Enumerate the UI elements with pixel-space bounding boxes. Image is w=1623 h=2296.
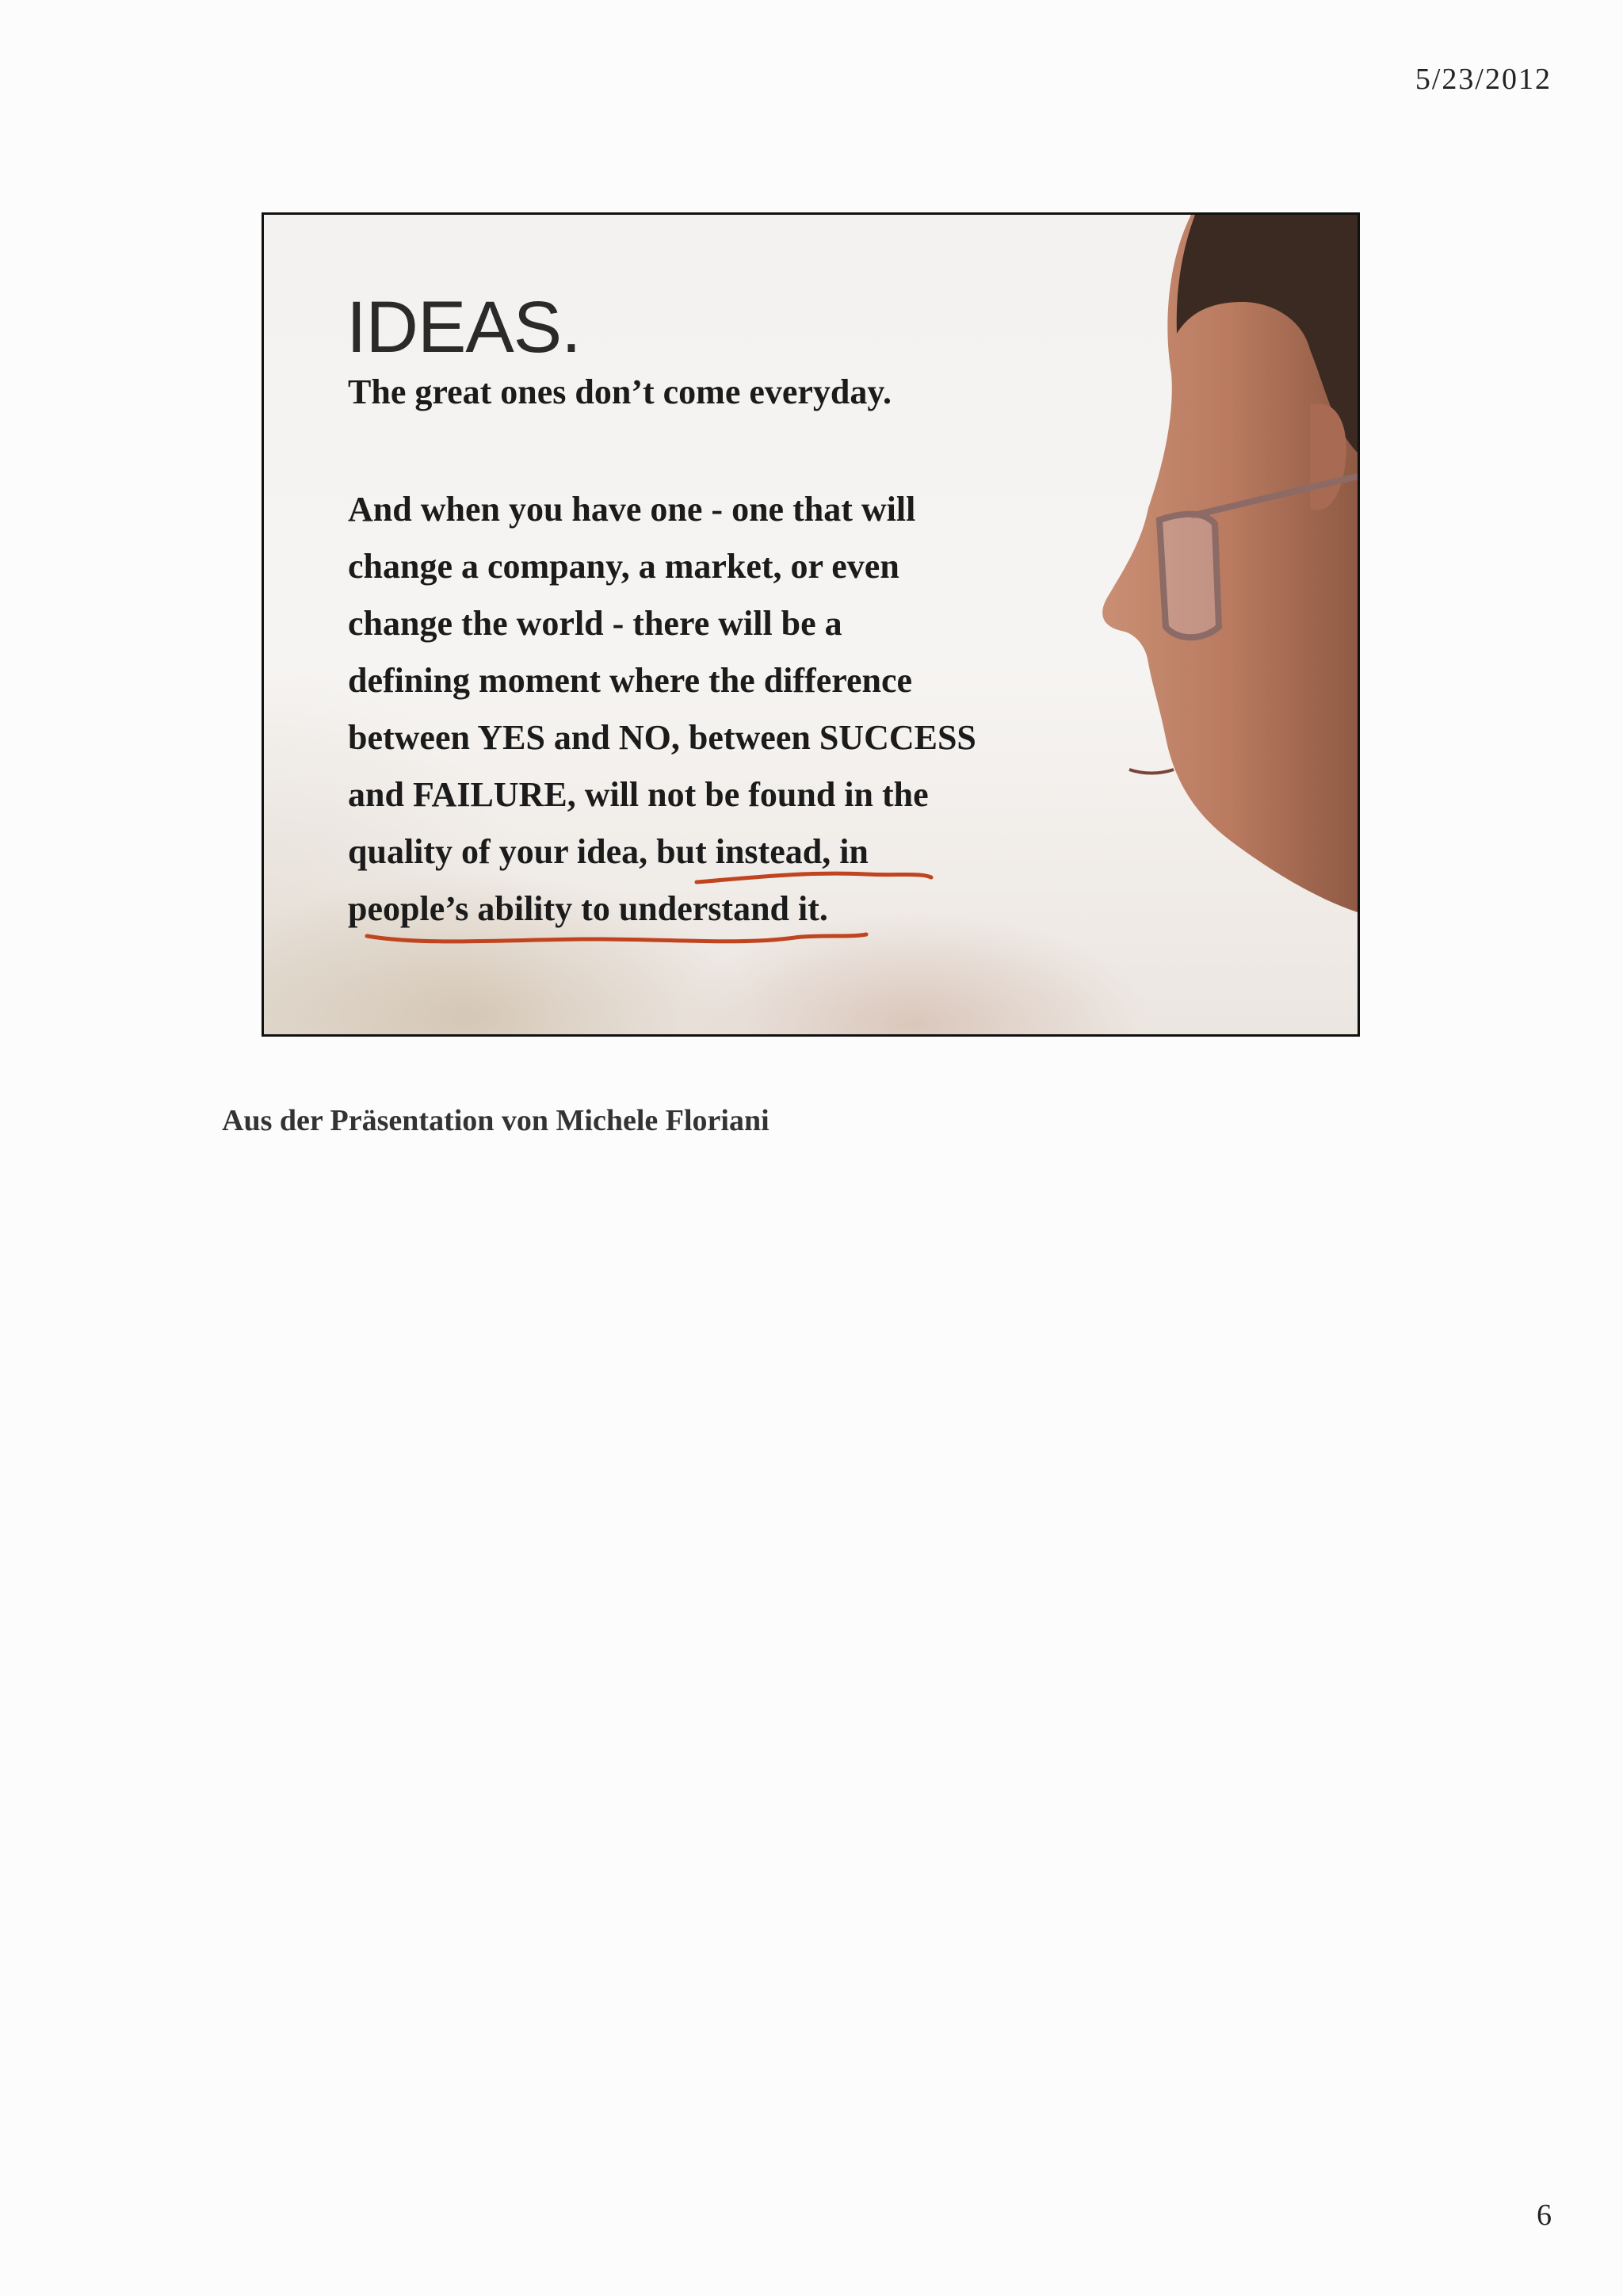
slide-line: change the world - there will be a <box>348 604 842 643</box>
slide-line: And when you have one - one that will <box>348 490 916 529</box>
slide-line: defining moment where the difference <box>348 661 913 700</box>
man-profile-photo <box>1072 215 1358 1037</box>
slide-caption: Aus der Präsentation von Michele Floriani <box>222 1104 769 1137</box>
slide-line: and FAILURE, will not be found in the <box>348 775 929 814</box>
slide-image <box>262 212 1360 1037</box>
slide-subtitle: The great ones don’t come everyday. <box>348 372 892 411</box>
slide-line: between YES and NO, between SUCCESS <box>348 718 976 757</box>
page-number: 6 <box>1537 2199 1552 2232</box>
slide-line: people’s ability to understand it. <box>348 889 828 928</box>
slide-line: change a company, a market, or even <box>348 547 899 586</box>
slide-body-text <box>348 481 1061 938</box>
page-date: 5/23/2012 <box>1415 63 1552 96</box>
slide-title: IDEAS. <box>346 287 581 368</box>
slide-line: quality of your idea, but instead, in <box>348 832 869 871</box>
